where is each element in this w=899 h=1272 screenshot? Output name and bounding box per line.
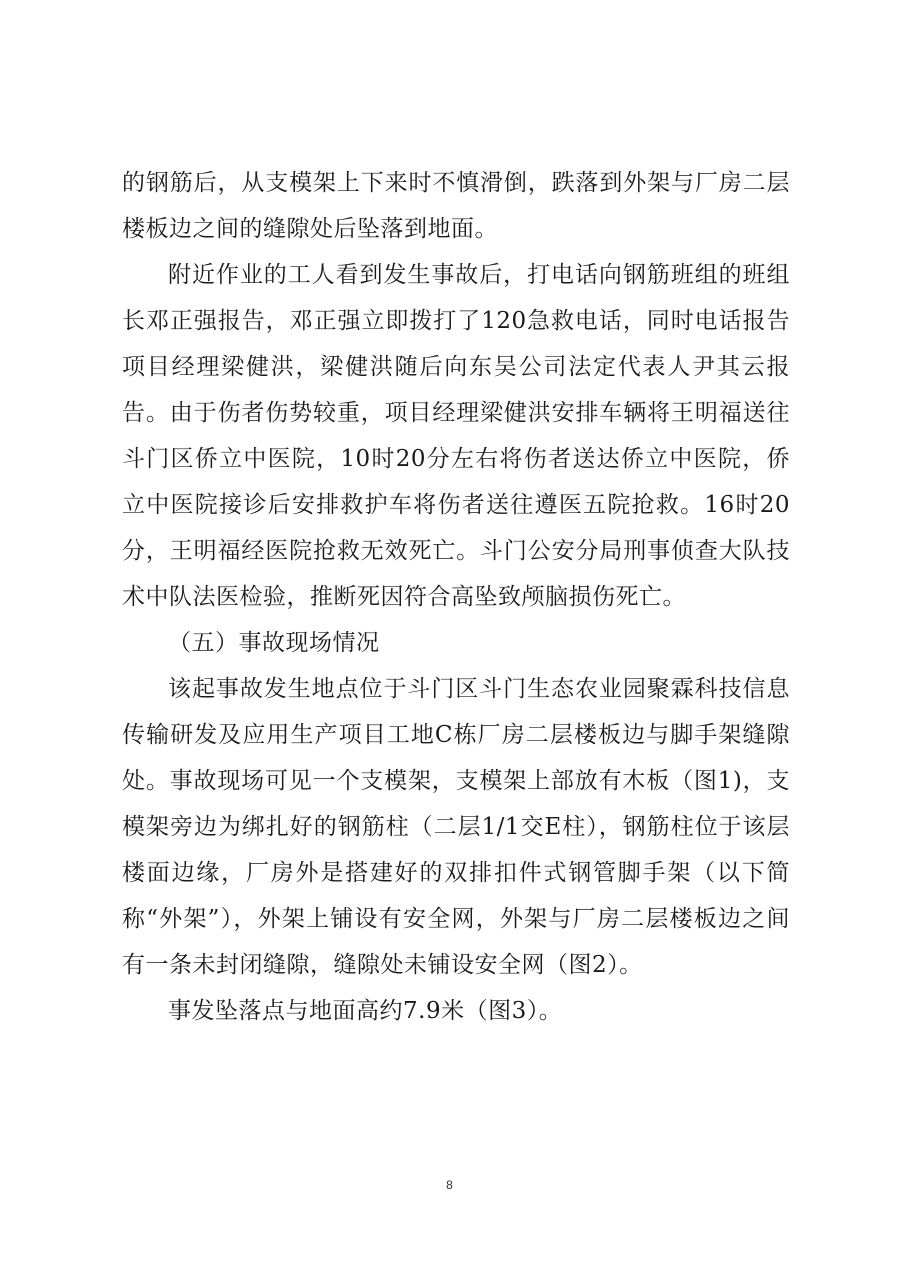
paragraph-fall-height: 事发坠落点与地面高约7.9米（图3）。: [168, 998, 563, 1024]
paragraph-scene-description: 该起事故发生地点位于斗门区斗门生态农业园聚霖科技信息传输研发及应用生产项目工地C栋厂房二层楼板边与脚手架缝隙处。事故现场可见一个支模架，支模架上部放有木板（图1)，支模架旁边为绑扎好的钢筋柱（二层1/1交E柱），钢筋柱位于该层楼面边缘，厂房外是搭建好的双排扣件式钢管脚手架（以下简称“外架”），外架上铺设有安全网，外架与厂房二层楼板边之间有一条未封闭缝隙，缝隙处未铺设安全网（图2）。: [122, 676, 790, 978]
paragraph-emergency-response: 附近作业的工人看到发生事故后，打电话向钢筋班组的班组长邓正强报告，邓正强立即拨打了120急救电话，同时电话报告项目经理梁健洪，梁健洪随后向东吴公司法定代表人尹其云报告。由于伤者伤势较重，项目经理梁健洪安排车辆将王明福送往斗门区侨立中医院，10时20分左右将伤者送达侨立中医院，侨立中医院接诊后安排救护车将伤者送往遵医五院抢救。16时20分，王明福经医院抢救无效死亡。斗门公安分局刑事侦查大队技术中队法医检验，推断死因符合高坠致颅脑损伤死亡。: [122, 262, 790, 610]
section-heading-scene: （五）事故现场情况: [168, 630, 380, 656]
page-number: 8: [446, 1178, 453, 1192]
paragraph-continuation: 的钢筋后，从支模架上下来时不慎滑倒，跌落到外架与厂房二层楼板边之间的缝隙处后坠落到地面。: [122, 170, 790, 242]
document-body: [122, 160, 790, 1034]
